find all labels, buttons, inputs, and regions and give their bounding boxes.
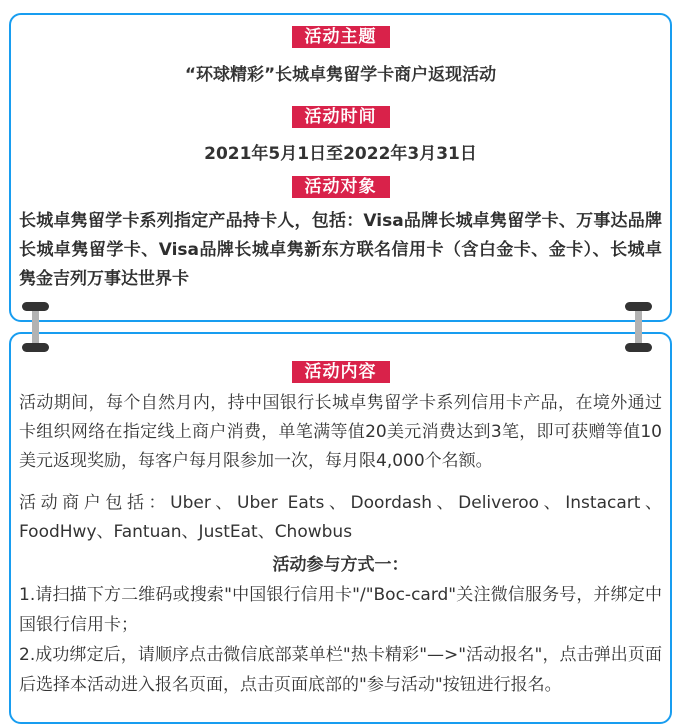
connector-cap-top	[22, 302, 49, 311]
activity-time-badge: 活动时间	[292, 106, 390, 128]
connector-bar	[635, 306, 642, 348]
activity-time-value: 2021年5月1日至2022年3月31日	[204, 144, 477, 164]
activity-info-card	[9, 13, 672, 322]
activity-content-text: 活动期间，每个自然月内，持中国银行长城卓隽留学卡系列信用卡产品，在境外通过卡组织网络在指定线上商户消费，单笔满等值20美元消费达到3笔，即可获赠等值10美元返现奖励，每客户每月限参加一次，每月限4,000个名额。	[19, 393, 662, 471]
participation-step-1: 1.请扫描下方二维码或搜索"中国银行信用卡"/"Boc-card"关注微信服务号，并绑定中国银行信用卡；	[19, 585, 662, 635]
connector-cap-bottom	[625, 343, 652, 352]
activity-target-badge: 活动对象	[292, 176, 390, 198]
connector-cap-bottom	[22, 343, 49, 352]
activity-content-card	[9, 332, 672, 724]
participation-steps	[11, 580, 670, 700]
connector-bar	[32, 306, 39, 348]
activity-theme-badge: 活动主题	[292, 26, 390, 48]
activity-content-badge: 活动内容	[292, 361, 390, 383]
activity-target-text: 长城卓隽留学卡系列指定产品持卡人，包括：Visa品牌长城卓隽留学卡、万事达品牌长城卓隽留学卡、Visa品牌长城卓隽新东方联名信用卡（含白金卡、金卡）、长城卓隽金吉列万事达世界卡	[19, 211, 662, 289]
participation-method-heading: 活动参与方式一：	[272, 555, 409, 575]
connector-cap-top	[625, 302, 652, 311]
connector-pin-left	[22, 302, 49, 352]
connector-pin-right	[625, 302, 652, 352]
activity-title: “环球精彩”长城卓隽留学卡商户返现活动	[184, 65, 497, 85]
participation-step-2: 2.成功绑定后，请顺序点击微信底部菜单栏"热卡精彩"—>"活动报名"，点击弹出页面后选择本活动进入报名页面，点击页面底部的"参与活动"按钮进行报名。	[19, 645, 662, 695]
merchant-list-text: 活动商户包括：Uber、Uber Eats、Doordash、Deliveroo、Instacart、FoodHwy、Fantuan、JustEat、Chowbus	[19, 493, 662, 542]
